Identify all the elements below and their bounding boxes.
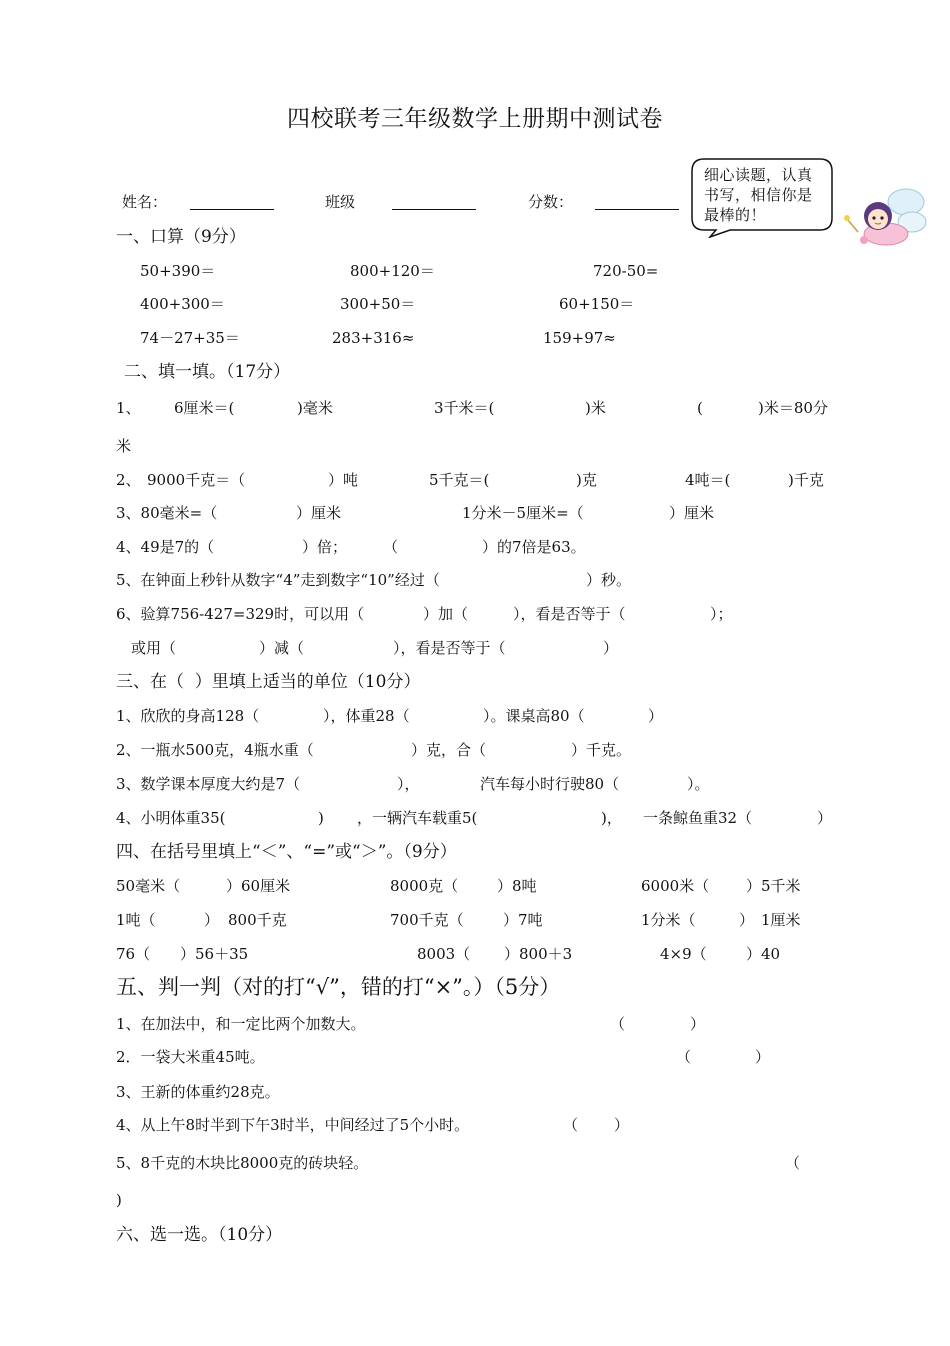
- compare-item: ）5千米: [746, 877, 801, 895]
- q-text: (: [697, 399, 703, 417]
- q-text: 4、小明体重35(: [116, 809, 226, 827]
- q-text: ），体重28（: [323, 707, 410, 725]
- compare-item: 1吨（: [116, 911, 156, 929]
- judge-item: 4、从上午8时半到下午3时半，中间经过了5个小时。: [116, 1116, 470, 1134]
- calc-item: 283+316≈: [332, 329, 415, 347]
- compare-item: ）56＋35: [180, 945, 249, 963]
- compare-item: 1厘米: [761, 911, 801, 929]
- q-text: ），看是否等于（: [393, 639, 506, 657]
- q-text: ）: [603, 639, 619, 657]
- class-blank[interactable]: [392, 209, 476, 210]
- q-text: )毫米: [297, 399, 333, 417]
- judge-bracket: ): [116, 1191, 122, 1209]
- q-text: )米: [585, 399, 606, 417]
- q-text: 2、一瓶水500克，4瓶水重（: [116, 741, 314, 759]
- calc-item: 159+97≈: [543, 329, 616, 347]
- section-1-heading: 一、口算（9分）: [116, 227, 246, 247]
- q-text: ）千克。: [571, 741, 632, 759]
- q-text: ）厘米: [669, 504, 715, 522]
- judge-bracket: （: [563, 1116, 579, 1134]
- q-text: )千克: [788, 471, 824, 489]
- q-text: 1、欣欣的身高128（: [116, 707, 260, 725]
- q-text: )，: [601, 809, 622, 827]
- page-title: 四校联考三年级数学上册期中测试卷: [287, 106, 663, 132]
- q-text: 米: [116, 437, 132, 455]
- q-text: 3、数学课本厚度大约是7（: [116, 775, 301, 793]
- judge-bracket: （: [676, 1048, 692, 1066]
- judge-item: 1、在加法中，和一定比两个加数大。: [116, 1015, 366, 1033]
- q-text: ），看是否等于（: [513, 605, 626, 623]
- q-text: 4、49是7的（: [116, 538, 215, 556]
- q-text: ): [318, 809, 324, 827]
- q-text: ）。课桌高80（: [483, 707, 585, 725]
- compare-item: ）8吨: [497, 877, 537, 895]
- q-text: 3千米＝(: [434, 399, 495, 417]
- fairy-icon: [838, 184, 928, 254]
- calc-item: 400+300＝: [140, 295, 225, 313]
- compare-item: ）40: [746, 945, 781, 963]
- section-2-heading: 二、填一填。（17分）: [124, 362, 291, 382]
- q-text: ）克，合（: [411, 741, 487, 759]
- section-6-heading: 六、选一选。（10分）: [116, 1225, 283, 1245]
- q-text: ）；: [710, 605, 733, 623]
- compare-item: ）800＋3: [504, 945, 573, 963]
- q-text: 一条鲸鱼重32（: [643, 809, 753, 827]
- compare-item: 6000米（: [641, 877, 710, 895]
- compare-item: 8000克（: [390, 877, 459, 895]
- compare-item: 8003（: [417, 945, 471, 963]
- q-text: ）: [648, 707, 664, 725]
- calc-item: 74－27+35＝: [140, 329, 240, 347]
- q-text: ，一辆汽车载重5(: [357, 809, 478, 827]
- class-label: 班级: [325, 193, 356, 211]
- judge-item: 5、8千克的木块比8000克的砖块轻。: [116, 1154, 369, 1172]
- q-text: ）减（: [259, 639, 305, 657]
- judge-bracket: ）: [614, 1116, 630, 1134]
- q-text: 5千克＝(: [429, 471, 490, 489]
- q-text: 5、在钟面上秒针从数字“4”走到数字“10”经过（: [116, 571, 440, 589]
- q-text: （: [383, 538, 399, 556]
- compare-item: ）: [739, 911, 755, 929]
- q-text: ）倍；: [302, 538, 348, 556]
- judge-bracket: （: [785, 1154, 801, 1172]
- judge-item: 2．一袋大米重45吨。: [116, 1048, 265, 1066]
- calc-item: 60+150＝: [559, 295, 635, 313]
- compare-item: 800千克: [228, 911, 287, 929]
- q-text: 或用（: [131, 639, 177, 657]
- section-3-heading: 三、在（ ）里填上适当的单位（10分）: [116, 672, 421, 692]
- q-text: ）秒。: [586, 571, 632, 589]
- calc-item: 50+390＝: [140, 262, 216, 280]
- calc-item: 300+50＝: [340, 295, 416, 313]
- compare-item: ）: [204, 911, 220, 929]
- score-label: 分数：: [528, 193, 574, 211]
- q-number: 1、: [116, 399, 141, 417]
- calc-item: 720-50=: [593, 262, 659, 280]
- calc-item: 800+120＝: [350, 262, 435, 280]
- compare-item: ）60厘米: [226, 877, 291, 895]
- q-text: 汽车每小时行驶80（: [480, 775, 620, 793]
- judge-bracket: ）: [690, 1015, 706, 1033]
- q-text: ）。: [687, 775, 710, 793]
- compare-item: ）7吨: [503, 911, 543, 929]
- judge-item: 3、王新的体重约28克。: [116, 1083, 280, 1101]
- compare-item: 1分米（: [641, 911, 696, 929]
- q-text: )克: [576, 471, 597, 489]
- compare-item: 4×9（: [660, 945, 707, 963]
- q-text: ）的7倍是63。: [482, 538, 586, 556]
- q-text: ）吨: [328, 471, 359, 489]
- q-text: ）加（: [423, 605, 469, 623]
- q-text: 1分米－5厘米=（: [462, 504, 584, 522]
- q-text: ）厘米: [296, 504, 342, 522]
- compare-item: 50毫米（: [116, 877, 181, 895]
- compare-item: 700千克（: [390, 911, 464, 929]
- section-5-heading: 五、判一判（对的打“√”，错的打“×”。）（5分）: [116, 975, 561, 999]
- q-text: ）: [817, 809, 833, 827]
- q-text: 4吨＝(: [685, 471, 731, 489]
- name-label: 姓名：: [122, 193, 168, 211]
- q-text: 9000千克＝（: [147, 471, 246, 489]
- compare-item: 76（: [116, 945, 151, 963]
- judge-bracket: （: [610, 1015, 626, 1033]
- bubble-text: 细心读题，认真书写，相信你是最棒的！: [704, 166, 813, 224]
- section-4-heading: 四、在括号里填上“＜”、“=”或“＞”。（9分）: [116, 842, 457, 862]
- name-blank[interactable]: [190, 209, 274, 210]
- q-text: ），: [397, 775, 420, 793]
- q-text: 6、验算756-427=329时，可以用（: [116, 605, 365, 623]
- q-text: )米＝80分: [758, 399, 828, 417]
- q-text: 3、80毫米=（: [116, 504, 218, 522]
- judge-bracket: ）: [755, 1048, 771, 1066]
- q-number: 2、: [116, 471, 141, 489]
- q-text: 6厘米＝(: [174, 399, 235, 417]
- score-blank[interactable]: [595, 209, 679, 210]
